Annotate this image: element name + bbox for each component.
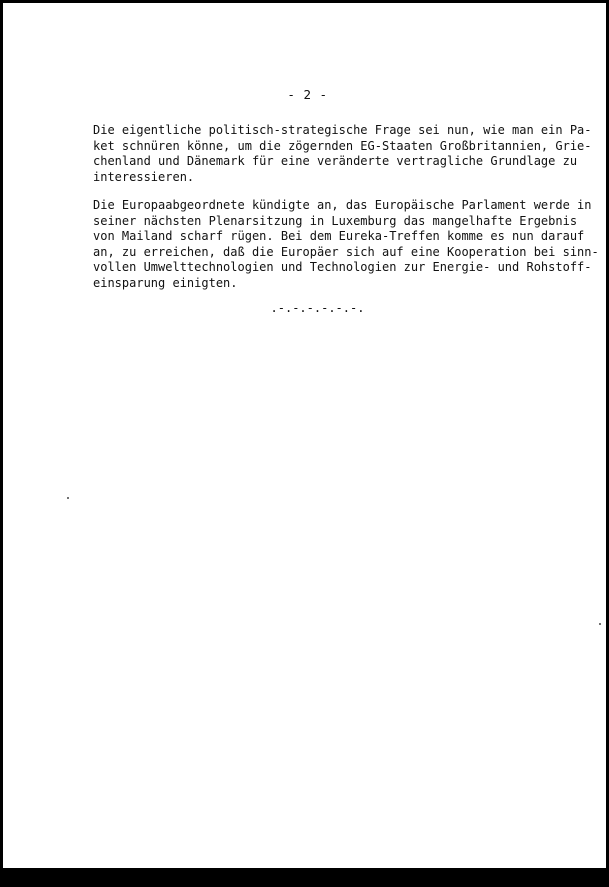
text-line: vollen Umwelttechnologien und Technologien zur Energie- und Rohstoff- xyxy=(93,260,592,274)
text-line: von Mailand scharf rügen. Bei dem Eureka-Treffen komme es nun darauf xyxy=(93,229,585,243)
paragraph-spacer xyxy=(93,185,573,198)
page-number: - 2 - xyxy=(287,87,328,102)
text-line: an, zu erreichen, daß die Europäer sich auf eine Kooperation bei sinn- xyxy=(93,244,599,259)
text-line: seiner nächsten Plenarsitzung in Luxemburg das mangelhafte Ergebnis xyxy=(93,213,578,228)
text-line: einsparung einigten. xyxy=(93,275,238,290)
text-line: Die eigentliche politisch-strategische Frage sei nun, wie man ein Pa- xyxy=(93,123,592,137)
paragraph-2 xyxy=(93,198,599,291)
body-text xyxy=(93,123,599,291)
text-line: ket schnüren könne, um die zögernden EG-Staaten Großbritannien, Grie- xyxy=(93,138,592,153)
paragraph-1 xyxy=(93,123,592,185)
text-line: chenland und Dänemark für eine veränderte vertragliche Grundlage zu xyxy=(93,154,578,168)
end-separator: .-.-.-.-.-.-. xyxy=(270,301,365,315)
scan-speck xyxy=(599,623,601,625)
text-line: interessieren. xyxy=(93,169,195,184)
text-line: Die Europaabgeordnete kündigte an, das Europäische Parlament werde in xyxy=(93,198,592,212)
scan-speck xyxy=(67,497,69,499)
